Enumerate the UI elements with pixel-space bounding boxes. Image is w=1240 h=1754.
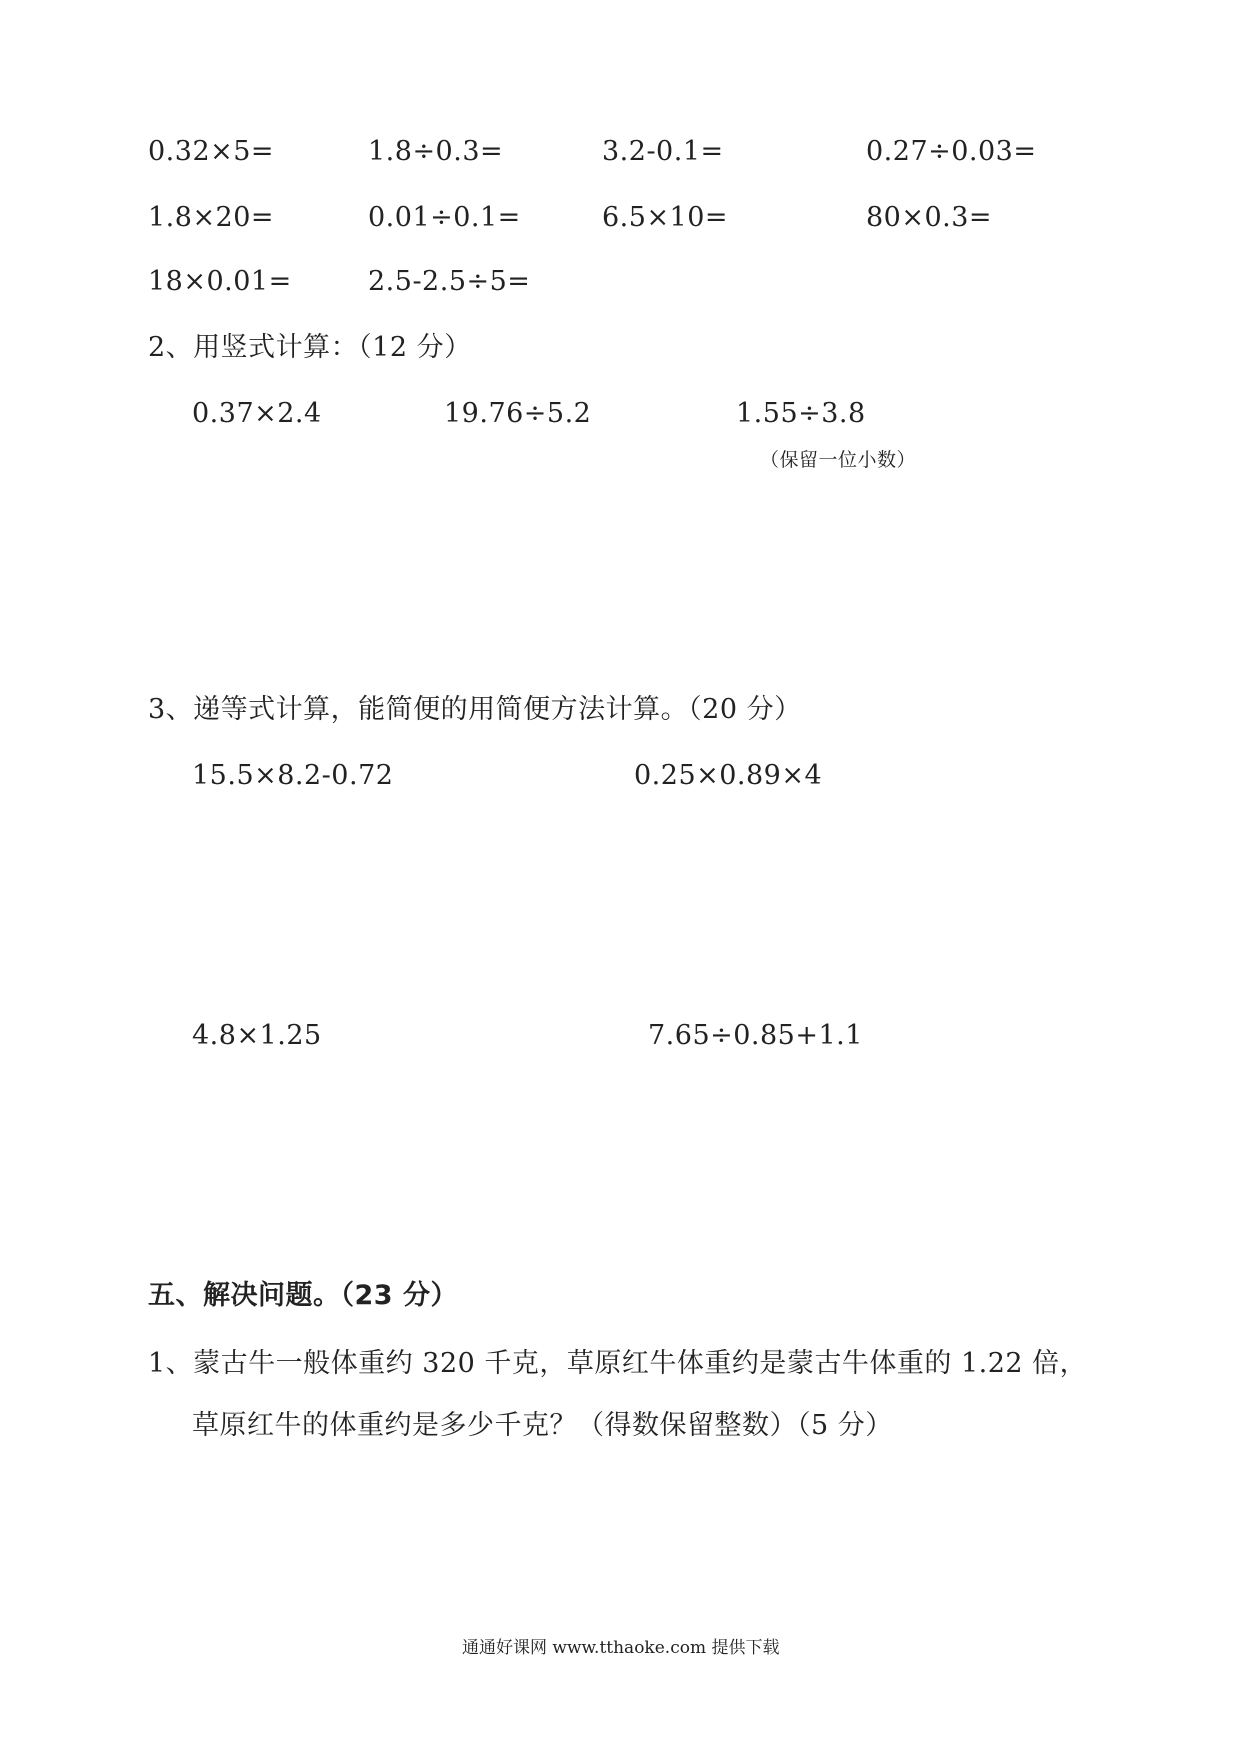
step-item: 0.25×0.89×4 (634, 760, 823, 791)
oral-item: 2.5-2.5÷5= (368, 266, 531, 297)
oral-item: 3.2-0.1= (602, 136, 724, 167)
oral-item: 18×0.01= (148, 266, 292, 297)
step-item: 4.8×1.25 (192, 1020, 322, 1051)
rounding-note: （保留一位小数） (760, 449, 917, 471)
vertical-calc-heading: 2、用竖式计算：（12 分） (148, 332, 472, 363)
step-item: 15.5×8.2-0.72 (192, 760, 394, 791)
oral-item: 1.8÷0.3= (368, 136, 504, 167)
vertical-item: 1.55÷3.8 (736, 398, 866, 429)
footer-source: 通通好课网 www.tthaoke.com 提供下载 (462, 1638, 780, 1658)
oral-item: 80×0.3= (866, 202, 993, 233)
vertical-item: 0.37×2.4 (192, 398, 322, 429)
vertical-item: 19.76÷5.2 (444, 398, 592, 429)
oral-item: 0.01÷0.1= (368, 202, 521, 233)
oral-item: 1.8×20= (148, 202, 275, 233)
oral-item: 0.27÷0.03= (866, 136, 1037, 167)
problem-text: 1、蒙古牛一般体重约 320 千克，草原红牛体重约是蒙古牛体重的 1.22 倍， (148, 1348, 1088, 1379)
step-calc-heading: 3、递等式计算，能简便的用简便方法计算。（20 分） (148, 694, 802, 725)
problem-text: 草原红牛的体重约是多少千克？（得数保留整数）（5 分） (192, 1410, 893, 1441)
section-heading: 五、解决问题。（23 分） (148, 1280, 458, 1311)
oral-item: 6.5×10= (602, 202, 729, 233)
oral-item: 0.32×5= (148, 136, 275, 167)
step-item: 7.65÷0.85+1.1 (648, 1020, 863, 1051)
